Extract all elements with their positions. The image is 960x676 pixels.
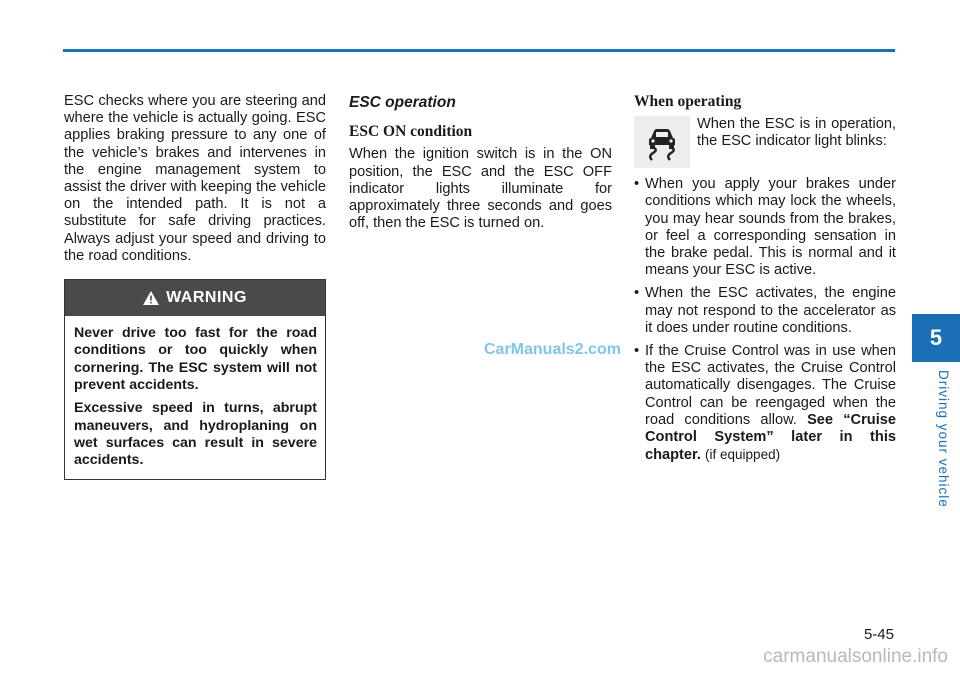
watermark-text: CarManuals2.com — [484, 341, 621, 358]
column-left — [64, 93, 326, 480]
subheading-esc-on-condition: ESC ON condition — [349, 123, 473, 141]
operating-intro-text: When the ESC is in operation, the ESC indicator light blinks: — [697, 116, 896, 150]
chapter-number-tab: 5 — [912, 314, 960, 362]
chapter-label: Driving your vehicle — [936, 370, 951, 508]
column-right — [634, 93, 896, 470]
esc-intro-text: ESC checks where you are steering and where the vehicle is actually going. ESC applies braking pressure to any one of the vehicle’s brakes and intervenes in the engine management system to assist the driver with keeping the vehicle on the intended path. It is not a substitute for safe driving practices. Always adjust your speed and driving to the road conditions. — [64, 93, 326, 264]
list-item: • When the ESC activates, the engine may not respond to the accelerator as it does under routine conditions. — [634, 285, 896, 337]
list-item: • When you apply your brakes under conditions which may lock the wheels, you may hear sounds from the brakes, or feel a corresponding sensation in the brake pedal. This is normal and it means your ESC is active. — [634, 176, 896, 279]
operating-bullet-list — [634, 176, 896, 464]
esc-indicator-icon — [634, 116, 690, 168]
footer-watermark: carmanualsonline.info — [763, 646, 948, 667]
subheading-when-operating: When operating — [634, 93, 742, 110]
warning-triangle-icon — [143, 291, 159, 305]
operating-intro — [634, 116, 896, 168]
esc-on-text: When the ignition switch is in the ON position, the ESC and the ESC OFF indicator lights illuminate for approximately three seconds and goes off, then the ESC is turned on. — [349, 146, 612, 232]
warning-paragraph-2: Excessive speed in turns, abrupt maneuvers, and hydroplaning on wet surfaces can result in severe accidents. — [74, 400, 317, 469]
cruise-control-text: If the Cruise Control was in use when the ESC activates, the Cruise Control automatically disengages. The Cruise Control can be reengaged when the road conditions allow. — [645, 343, 896, 428]
warning-box — [64, 279, 326, 480]
page-number: 5-45 — [863, 626, 894, 643]
cruise-control-reference: See “Cruise Control System” later in this chapter. — [645, 411, 896, 464]
warning-title: WARNING — [166, 289, 247, 307]
list-item — [634, 343, 896, 464]
top-rule — [63, 49, 895, 52]
warning-body — [65, 316, 325, 479]
if-equipped-note: (if equipped) — [705, 447, 781, 463]
warning-paragraph-1: Never drive too fast for the road conditions or too quickly when cornering. The ESC system will not prevent accidents. — [74, 325, 317, 393]
warning-header — [65, 280, 325, 316]
section-heading-esc-operation: ESC operation — [349, 94, 456, 111]
column-middle — [349, 93, 612, 232]
